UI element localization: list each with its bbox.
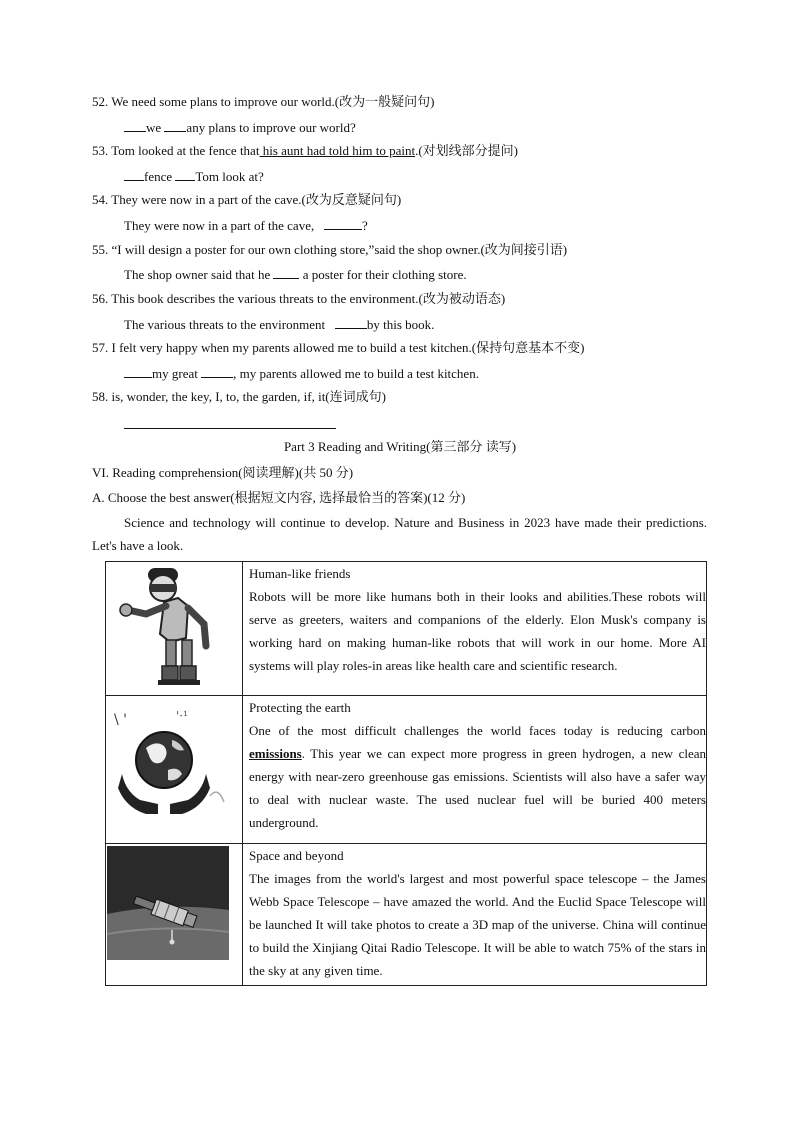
answer-line[interactable] xyxy=(124,428,336,429)
intro-paragraph: Science and technology will continue to develop. Nature and Business in 2023 have made their predictions. Let's have a look. xyxy=(92,515,707,553)
question-55-answer xyxy=(124,266,467,283)
table-row xyxy=(106,696,707,844)
row-title: Protecting the earth xyxy=(249,700,351,715)
answer-text: by this book. xyxy=(366,317,435,332)
robot-image xyxy=(106,562,243,696)
table-row xyxy=(106,844,707,986)
question-53 xyxy=(92,143,518,159)
answer-text: The various threats to the environment xyxy=(124,317,326,332)
robot-illustration xyxy=(106,562,242,688)
answer-blank[interactable] xyxy=(164,119,186,132)
reading-text-cell xyxy=(243,844,707,986)
table-row xyxy=(106,562,707,696)
question-56: 56. This book describes the various threats to the environment.(改为被动语态) xyxy=(92,291,506,306)
subsection-heading: A. Choose the best answer(根据短文内容, 选择最恰当的答案)(12 分) xyxy=(92,490,466,505)
row-body: Robots will be more like humans both in their looks and abilities.These robots will serve as greeters, waiters and companions of the elderly. Elon Musk's company is working hard on making human-like robots that will work in our home. More AI systems will play roles-in areas like health care and scientific research. xyxy=(249,589,706,673)
answer-blank[interactable] xyxy=(124,119,146,132)
row-title: Space and beyond xyxy=(249,848,344,863)
reading-text-cell xyxy=(243,696,707,844)
section-heading: VI. Reading comprehension(阅读理解)(共 50 分) xyxy=(92,465,354,480)
row-body-end: . This year we can expect more progress in green hydrogen, a new clean energy with near-zero greenhouse gas emissions. Scientists will also have a safer way to deal with nuclear waste. The used nuclear fuel will be buried 400 meters underground. xyxy=(249,746,706,830)
earth-hands-image xyxy=(106,696,243,844)
question-52-answer xyxy=(124,119,356,136)
row-body-start: One of the most difficult challenges the world faces today is reducing carbon xyxy=(249,723,706,738)
answer-blank[interactable] xyxy=(124,168,144,181)
row-body: The images from the world's largest and most powerful space telescope – the James Webb Space Telescope – have amazed the world. And the Euclid Space Telescope will be launched It will take photos to create a 3D map of the universe. China will continue to build the Xinjiang Qitai Radio Telescope. It will be able to watch 75% of the stars in the sky at any given time. xyxy=(249,871,706,978)
answer-blank[interactable] xyxy=(175,168,195,181)
answer-text: They were now in a part of the cave, xyxy=(124,218,315,233)
prompt-text: 53. Tom looked at the fence that xyxy=(92,143,260,158)
answer-blank[interactable] xyxy=(335,316,367,329)
answer-blank[interactable] xyxy=(324,217,362,230)
part-title: Part 3 Reading and Writing(第三部分 读写) xyxy=(283,439,517,454)
answer-text: ? xyxy=(361,218,368,233)
row-title: Human-like friends xyxy=(249,566,351,581)
question-54-answer xyxy=(124,217,368,234)
underlined-phrase: his aunt had told him to paint xyxy=(259,143,416,158)
answer-blank[interactable] xyxy=(124,365,152,378)
question-57-answer xyxy=(124,365,479,382)
svg-text:\ ': \ ' xyxy=(114,712,128,728)
question-53-answer xyxy=(124,168,264,185)
question-55: 55. “I will design a poster for our own clothing store,”said the shop owner.(改为间接引语) xyxy=(92,242,568,257)
question-52: 52. We need some plans to improve our world.(改为一般疑问句) xyxy=(92,94,435,109)
answer-text: , my parents allowed me to build a test kitchen. xyxy=(233,366,479,381)
answer-text: a poster for their clothing store. xyxy=(302,267,467,282)
space-telescope-illustration xyxy=(106,844,242,978)
answer-text: fence xyxy=(144,169,173,184)
emphasized-word: emissions xyxy=(249,746,302,761)
question-56-answer xyxy=(124,316,434,333)
reading-text-cell xyxy=(243,562,707,696)
svg-text:'·¹: '·¹ xyxy=(176,709,188,723)
answer-text: any plans to improve our world? xyxy=(186,120,356,135)
question-57: 57. I felt very happy when my parents allowed me to build a test kitchen.(保持句意基本不变) xyxy=(92,340,585,355)
answer-text: Tom look at? xyxy=(195,169,264,184)
space-telescope-image xyxy=(106,844,243,986)
earth-in-hands-illustration xyxy=(106,696,242,836)
answer-blank[interactable] xyxy=(273,266,299,279)
question-54: 54. They were now in a part of the cave.(改为反意疑问句) xyxy=(92,192,402,207)
answer-blank[interactable] xyxy=(201,365,233,378)
prompt-instruction: .(对划线部分提问) xyxy=(415,143,519,158)
question-58: 58. is, wonder, the key, I, to, the garden, if, it(连词成句) xyxy=(92,389,386,404)
answer-text: we xyxy=(146,120,162,135)
answer-text: The shop owner said that he xyxy=(124,267,271,282)
reading-table xyxy=(105,561,707,986)
answer-text: my great xyxy=(152,366,198,381)
